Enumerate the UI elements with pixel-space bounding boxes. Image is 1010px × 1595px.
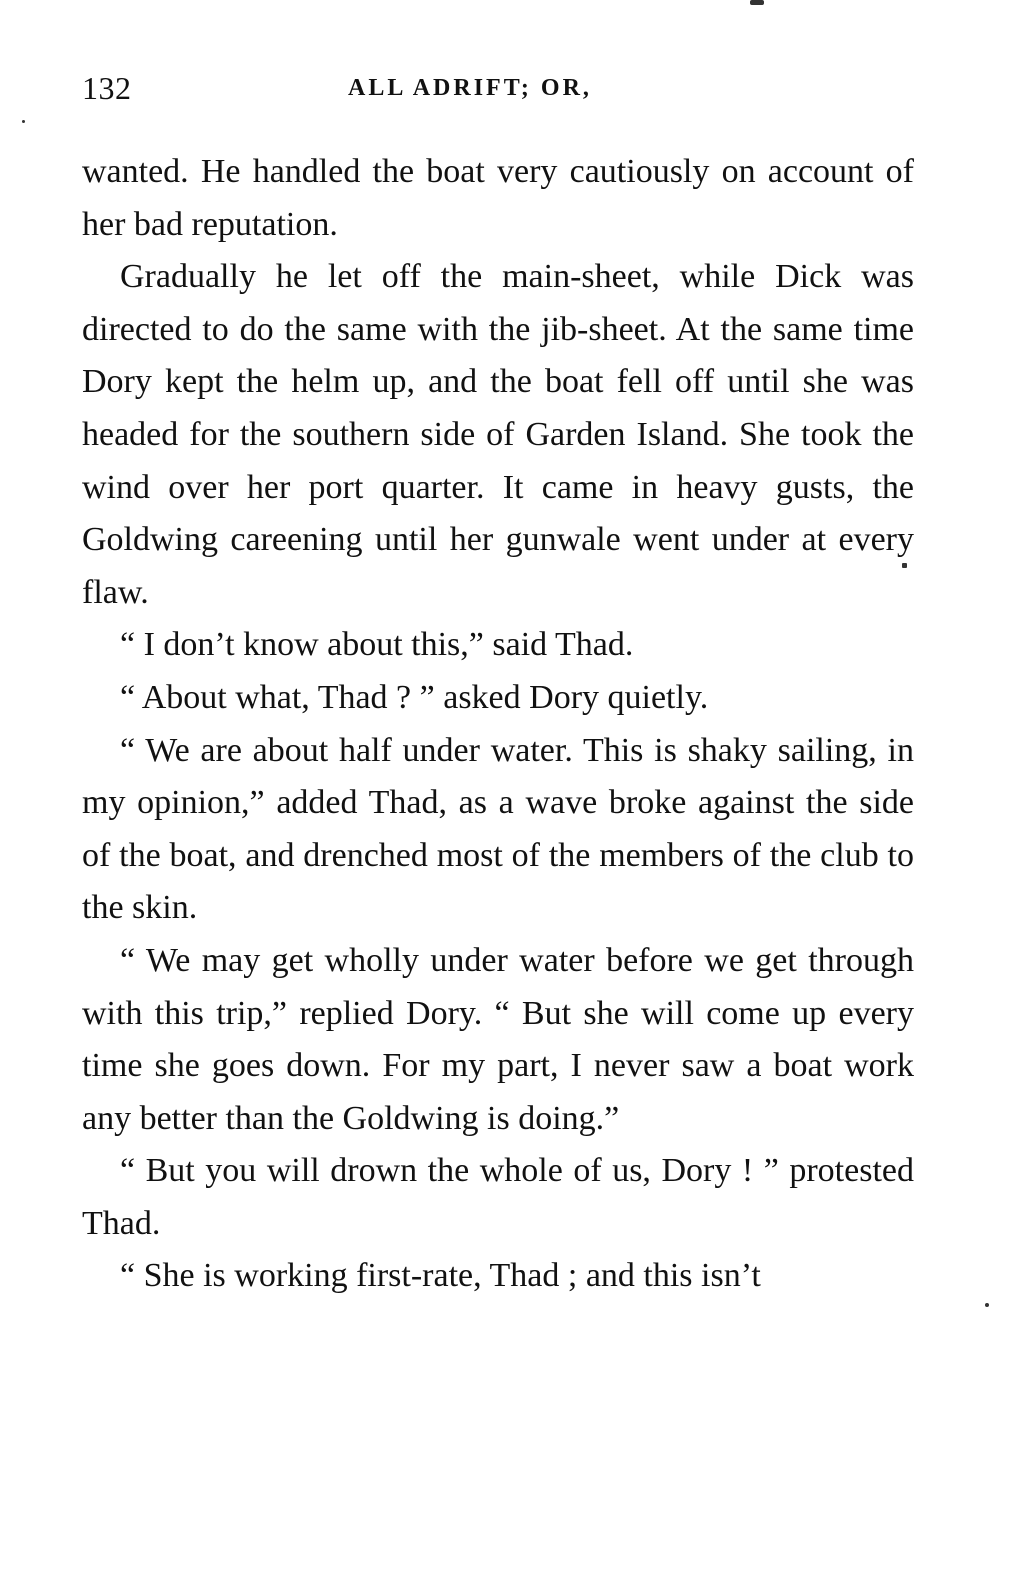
page-number: 132 <box>82 70 132 106</box>
paragraph-8: “ She is working first-rate, Thad ; and this isn’t <box>120 1257 761 1295</box>
paragraph-6: “ We may get wholly under water before we get through with this trip,” replied Dory. “ But she will come up every time she goes down. For my part, I never saw a boat work any better than the Goldwing is doing.” <box>82 941 914 1137</box>
paragraph-5: “ We are about half under water. This is shaky sailing, in my opinion,” added Thad, as a wave broke against the side of the boat, and drenched most of the members of the club to the skin. <box>82 731 914 927</box>
paragraph-2: Gradually he let off the main-sheet, while Dick was directed to do the same with the jib-sheet. At the same time Dory kept the helm up, and the boat fell off until she was headed for the southern side of Garden Island. She took the wind over her port quarter. It came in heavy gusts, the Goldwing careening until her gunwale went under at every flaw. <box>82 258 914 611</box>
paragraph-4: “ About what, Thad ? ” asked Dory quietly. <box>120 678 709 716</box>
scan-speck <box>750 0 764 5</box>
paragraph-3: “ I don’t know about this,” said Thad. <box>120 626 634 664</box>
running-head: ALL ADRIFT; OR, <box>348 75 592 101</box>
body-text <box>82 146 914 1303</box>
paragraph-1: wanted. He handled the boat very cautiously on account of her bad reputation. <box>82 153 914 243</box>
paragraph-7: “ But you will drown the whole of us, Dory ! ” protested Thad. <box>82 1152 914 1242</box>
scan-speck <box>902 563 907 568</box>
scan-speck <box>985 1303 989 1307</box>
scan-speck <box>22 120 25 123</box>
page-header <box>82 66 914 110</box>
